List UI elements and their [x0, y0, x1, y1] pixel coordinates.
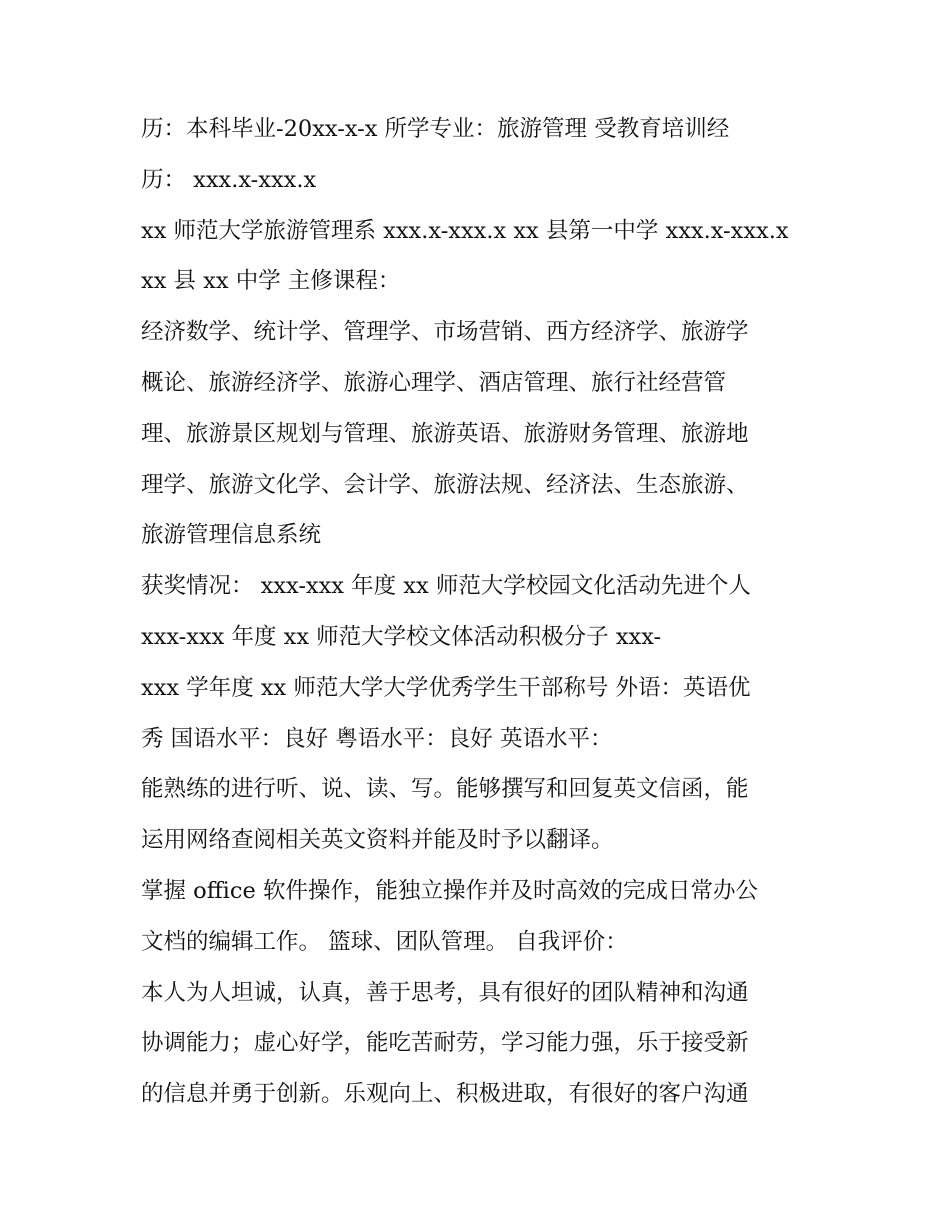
text-line: 掌握 office 软件操作，能独立操作并及时高效的完成日常办公: [141, 877, 758, 904]
text-line: 经济数学、统计学、管理学、市场营销、西方经济学、旅游学: [141, 319, 749, 346]
text-line: 历：本科毕业-20xx-x-x 所学专业：旅游管理 受教育培训经: [141, 116, 730, 142]
text-line: 理、旅游景区规划与管理、旅游英语、旅游财务管理、旅游地: [141, 420, 749, 447]
text-line: xxx 学年度 xx 师范大学大学优秀学生干部称号 外语：英语优: [141, 674, 751, 701]
text-line: 历： xxx.x-xxx.x: [141, 166, 317, 193]
text-line: 秀 国语水平：良好 粤语水平：良好 英语水平：: [141, 725, 613, 752]
text-line: 获奖情况： xxx-xxx 年度 xx 师范大学校园文化活动先进个人: [141, 573, 751, 600]
text-line: xx 师范大学旅游管理系 xxx.x-xxx.x xx 县第一中学 xxx.x-xxx.x: [141, 217, 789, 244]
text-line: 理学、旅游文化学、会计学、旅游法规、经济法、生态旅游、: [141, 471, 749, 498]
text-line: 能熟练的进行听、说、读、写。能够撰写和回复英文信函，能: [141, 776, 749, 803]
text-line: 本人为人坦诚，认真，善于思考，具有很好的团队精神和沟通: [141, 979, 749, 1006]
text-line: xxx-xxx 年度 xx 师范大学校文体活动积极分子 xxx-: [141, 623, 662, 650]
text-line: xx 县 xx 中学 主修课程：: [141, 268, 401, 295]
text-line: 运用网络查阅相关英文资料并能及时予以翻译。: [141, 827, 614, 854]
text-line: 协调能力；虚心好学，能吃苦耐劳，学习能力强，乐于接受新: [141, 1030, 749, 1057]
text-line: 概论、旅游经济学、旅游心理学、酒店管理、旅行社经营管: [141, 369, 727, 396]
text-line: 的信息并勇于创新。乐观向上、积极进取，有很好的客户沟通: [141, 1081, 749, 1108]
document-body: [141, 107, 821, 1123]
text-line: 文档的编辑工作。 篮球、团队管理。 自我评价：: [141, 928, 628, 955]
text-line: 旅游管理信息系统: [141, 522, 322, 549]
